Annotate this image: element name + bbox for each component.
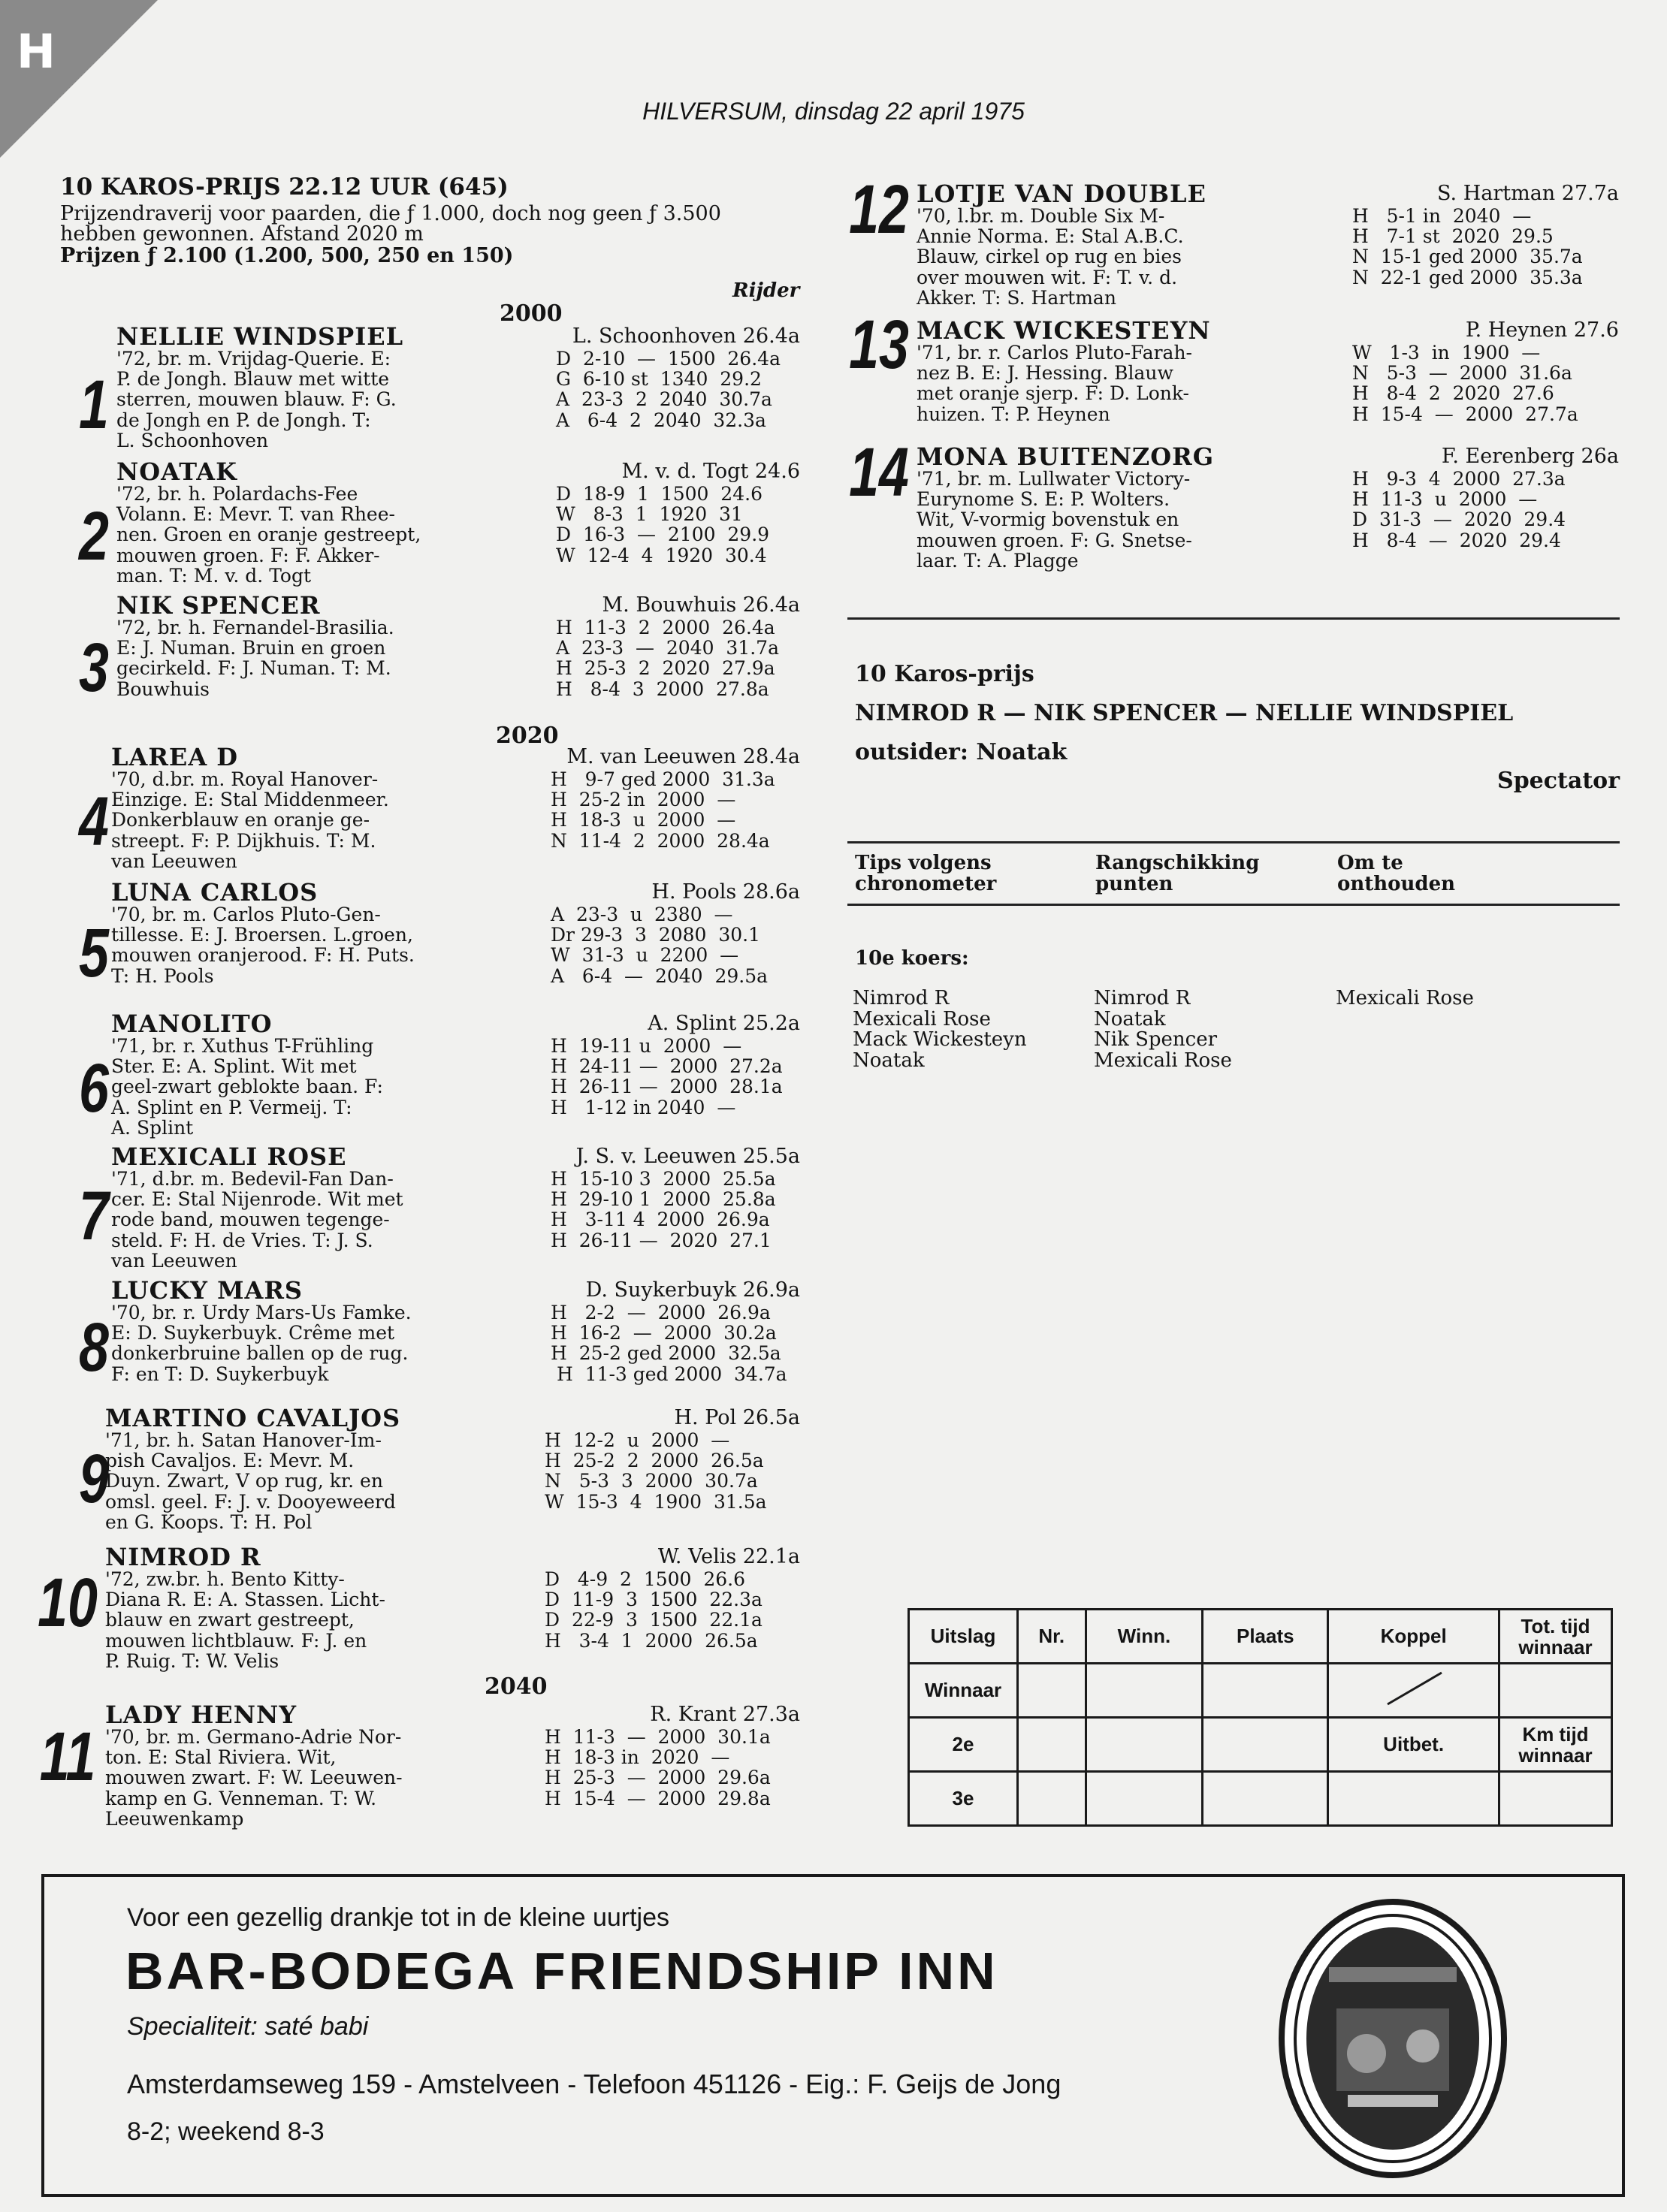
horse-description-line: '72, br. m. Vrijdag-Querie. E: xyxy=(116,348,391,370)
horse-number: 9 xyxy=(79,1441,109,1517)
horse-entry xyxy=(105,1544,800,1675)
horse-description-line: tillesse. E: J. Broersen. L.groen, xyxy=(111,924,413,946)
horse-description-line: '71, d.br. m. Bedevil-Fan Dan- xyxy=(111,1168,394,1190)
horse-description-line: rode band, mouwen tegenge- xyxy=(111,1209,390,1231)
performance-line: N 5-3 — 2000 31.6a xyxy=(1352,362,1572,385)
col-onthouden: Om te onthouden xyxy=(1337,852,1456,895)
performance-line: N 11-4 2 2000 28.4a xyxy=(551,829,770,852)
performance-line: W 1-3 in 1900 — xyxy=(1352,342,1541,364)
horse-driver: L. Schoonhoven 26.4a xyxy=(572,324,800,348)
performance-line: H 9-7 ged 2000 31.3a xyxy=(551,768,775,790)
horse-driver: S. Hartman 27.7a xyxy=(1437,182,1619,205)
horse-description-line: nez B. E: J. Hessing. Blauw xyxy=(917,362,1173,385)
result-cell xyxy=(1499,1664,1612,1718)
distance-2020: 2020 xyxy=(496,723,559,749)
performance-line: H 8-4 3 2000 27.8a xyxy=(556,677,769,700)
distance-2040: 2040 xyxy=(485,1673,548,1700)
performance-line: H 1-12 in 2040 — xyxy=(551,1096,736,1118)
result-header-koppel: Koppel xyxy=(1328,1610,1499,1664)
horse-description-line: Annie Norma. E: Stal A.B.C. xyxy=(917,225,1184,248)
horse-description-line: '72, zw.br. h. Bento Kitty- xyxy=(105,1568,345,1590)
performance-line: H 24-11 — 2000 27.2a xyxy=(551,1055,783,1078)
result-cell xyxy=(1499,1772,1612,1826)
performance-line: Dr 29-3 3 2080 30.1 xyxy=(551,924,760,946)
horse-number: 5 xyxy=(79,915,109,991)
divider xyxy=(847,617,1620,620)
tip-source: Spectator xyxy=(1497,768,1620,794)
horse-description-line: A. Splint en P. Vermeij. T: xyxy=(111,1096,352,1118)
col-chronometer: Tips volgens chronometer xyxy=(855,852,997,895)
horse-description-line: pish Cavaljos. E: Mevr. M. xyxy=(105,1450,355,1472)
horse-description-line: '71, br. m. Lullwater Victory- xyxy=(917,468,1191,490)
performance-line: H 25-2 in 2000 — xyxy=(551,789,736,811)
performance-line: H 8-4 2 2020 27.6 xyxy=(1352,382,1554,405)
horse-description-line: '71, br. r. Xuthus T-Frühling xyxy=(111,1035,374,1057)
divider xyxy=(847,841,1620,843)
horse-performances xyxy=(551,1036,783,1118)
horse-description-line: L. Schoonhoven xyxy=(116,429,269,451)
performance-line: H 25-2 2 2000 26.5a xyxy=(545,1450,764,1472)
horse-driver: H. Pools 28.6a xyxy=(651,880,800,904)
performance-line: D 18-9 1 1500 24.6 xyxy=(556,483,763,505)
horse-driver: F. Eerenberg 26a xyxy=(1441,445,1619,468)
performance-line: H 25-3 — 2000 29.6a xyxy=(545,1767,771,1789)
performance-line: A 6-4 — 2040 29.5a xyxy=(551,964,769,987)
performance-line: W 8-3 1 1920 31 xyxy=(556,503,743,526)
horse-description-line: Leeuwenkamp xyxy=(105,1807,244,1830)
horse-performances xyxy=(545,1430,767,1512)
performance-line: H 16-2 — 2000 30.2a xyxy=(551,1322,777,1344)
horse-driver: P. Heynen 27.6 xyxy=(1465,318,1619,342)
performance-line: D 31-3 — 2020 29.4 xyxy=(1352,508,1566,531)
result-cell xyxy=(1018,1664,1086,1718)
ad-speciality: Specialiteit: saté babi xyxy=(127,2012,369,2041)
horse-description-line: mouwen groen. F: F. Akker- xyxy=(116,544,380,566)
race-conditions-1: Prijzendraverij voor paarden, die ƒ 1.000, doch nog geen ƒ 3.500 xyxy=(60,202,721,225)
horse-description-line: huizen. T: P. Heynen xyxy=(917,403,1110,425)
horse-performances xyxy=(1352,469,1566,551)
performance-line: H 18-3 in 2020 — xyxy=(545,1746,730,1769)
horse-entry xyxy=(917,443,1619,575)
performance-line: D 22-9 3 1500 22.1a xyxy=(545,1609,763,1631)
horse-entry xyxy=(105,1701,800,1833)
horse-description-line: Ster. E: A. Splint. Wit met xyxy=(111,1055,357,1078)
horse-name: MACK WICKESTEYN xyxy=(917,316,1211,345)
result-cell xyxy=(1086,1664,1203,1718)
performance-line: D 2-10 — 1500 26.4a xyxy=(556,348,781,370)
race-prizes: Prijzen ƒ 2.100 (1.200, 500, 250 en 150) xyxy=(60,244,514,267)
horse-name: LADY HENNY xyxy=(105,1700,297,1729)
horse-description xyxy=(917,469,1277,571)
result-row-2e: 2e xyxy=(909,1718,1018,1772)
horse-performances xyxy=(551,1169,776,1251)
horse-description-line: streept. F: P. Dijkhuis. T: M. xyxy=(111,829,376,852)
horse-description-line: omsl. geel. F: J. v. Dooyeweerd xyxy=(105,1490,396,1513)
performance-line: D 4-9 2 1500 26.6 xyxy=(545,1568,746,1590)
horse-number: 11 xyxy=(39,1719,96,1795)
horse-description-line: mouwen lichtblauw. F: J. en xyxy=(105,1629,367,1652)
horse-performances xyxy=(556,484,769,566)
horse-performances xyxy=(545,1569,763,1651)
horse-performances xyxy=(551,769,775,851)
horse-description-line: en G. Koops. T: H. Pol xyxy=(105,1510,313,1533)
horse-number: 13 xyxy=(849,306,909,383)
horse-entry xyxy=(917,317,1619,448)
horse-driver: R. Krant 27.3a xyxy=(650,1703,800,1726)
horse-description-line: '70, d.br. m. Royal Hanover- xyxy=(111,768,379,790)
horse-description-line: met oranje sjerp. F: D. Lonk- xyxy=(917,382,1190,405)
performance-line: H 15-4 — 2000 27.7a xyxy=(1352,403,1578,425)
horse-description xyxy=(111,1036,472,1138)
horse-driver: H. Pol 26.5a xyxy=(674,1406,800,1429)
performance-line: H 3-11 4 2000 26.9a xyxy=(551,1209,770,1231)
performance-line: H 2-2 — 2000 26.9a xyxy=(551,1302,771,1323)
performance-line: H 15-4 — 2000 29.8a xyxy=(545,1787,771,1809)
horse-entry xyxy=(105,1405,800,1536)
performance-line: H 19-11 u 2000 — xyxy=(551,1035,742,1057)
result-cell xyxy=(1203,1718,1328,1772)
performance-line: H 11-3 — 2000 30.1a xyxy=(545,1726,771,1748)
horse-description-line: mouwen groen. F: G. Snetse- xyxy=(917,529,1192,551)
horse-description-line: Akker. T: S. Hartman xyxy=(917,286,1116,309)
horse-description xyxy=(111,769,472,871)
performance-line: A 23-3 2 2040 30.7a xyxy=(556,388,772,411)
tavern-medallion-icon xyxy=(1276,1896,1509,2181)
performance-line: D 11-9 3 1500 22.3a xyxy=(545,1589,763,1611)
horse-number: 1 xyxy=(79,367,109,443)
horse-name: MEXICALI ROSE xyxy=(111,1142,347,1171)
ad-tagline: Voor een gezellig drankje tot in de kleine uurtjes xyxy=(127,1903,670,1932)
divider xyxy=(847,904,1620,906)
horse-description-line: '70, br. m. Germano-Adrie Nor- xyxy=(105,1726,402,1748)
performance-line: H 11-3 ged 2000 34.7a xyxy=(551,1363,787,1385)
horse-description-line: laar. T: A. Plagge xyxy=(917,549,1079,572)
horse-description-line: E: D. Suykerbuyk. Crême met xyxy=(111,1322,395,1344)
tip-list-chronometer: Nimrod R Mexicali Rose Mack Wickesteyn Noatak xyxy=(853,987,1027,1072)
horse-driver: W. Velis 22.1a xyxy=(657,1545,800,1568)
horse-number: 7 xyxy=(79,1178,109,1254)
result-row-winnaar: Winnaar xyxy=(909,1664,1018,1718)
horse-number: 4 xyxy=(79,783,109,860)
horse-description-line: A. Splint xyxy=(111,1116,194,1139)
result-header-plaats: Plaats xyxy=(1203,1610,1328,1664)
performance-line: G 6-10 st 1340 29.2 xyxy=(556,368,762,391)
horse-name: NELLIE WINDSPIEL xyxy=(116,322,404,351)
horse-description-line: over mouwen wit. F: T. v. d. xyxy=(917,266,1178,288)
horse-description-line: kamp en G. Venneman. T: W. xyxy=(105,1787,377,1809)
result-table xyxy=(907,1608,1613,1827)
horse-driver: A. Splint 25.2a xyxy=(648,1012,800,1035)
horse-name: MARTINO CAVALJOS xyxy=(105,1404,401,1432)
horse-name: MONA BUITENZORG xyxy=(917,442,1215,471)
tip-list-rangschikking: Nimrod R Noatak Nik Spencer Mexicali Rose xyxy=(1094,987,1232,1072)
corner-letter: H xyxy=(17,24,56,79)
horse-name: LAREA D xyxy=(111,743,239,771)
tip-outsider: outsider: Noatak xyxy=(855,739,1068,765)
horse-driver: M. Bouwhuis 26.4a xyxy=(602,593,800,617)
horse-description-line: donkerbruine ballen op de rug. xyxy=(111,1342,409,1365)
horse-description-line: '71, br. r. Carlos Pluto-Farah- xyxy=(917,342,1193,364)
ad-address: Amsterdamseweg 159 - Amstelveen - Telefoon 451126 - Eig.: F. Geijs de Jong xyxy=(127,2069,1062,2099)
horse-driver: M. van Leeuwen 28.4a xyxy=(566,745,800,768)
performance-line: H 15-10 3 2000 25.5a xyxy=(551,1168,776,1190)
horse-name: MANOLITO xyxy=(111,1009,273,1038)
performance-line: H 25-3 2 2020 27.9a xyxy=(556,657,775,680)
result-header-nr: Nr. xyxy=(1018,1610,1086,1664)
horse-performances xyxy=(556,349,781,430)
horse-description-line: man. T: M. v. d. Togt xyxy=(116,564,312,587)
horse-entry xyxy=(111,879,800,1010)
result-cell xyxy=(1086,1718,1203,1772)
horse-entry xyxy=(111,1010,800,1142)
result-cell xyxy=(1018,1718,1086,1772)
performance-line: H 9-3 4 2000 27.3a xyxy=(1352,468,1566,490)
horse-name: NIK SPENCER xyxy=(116,591,321,620)
horse-number: 8 xyxy=(79,1309,109,1386)
horse-driver: D. Suykerbuyk 26.9a xyxy=(585,1278,800,1302)
performance-line: H 11-3 u 2000 — xyxy=(1352,488,1538,511)
performance-line: A 23-3 u 2380 — xyxy=(551,904,733,925)
performance-line: W 15-3 4 1900 31.5a xyxy=(545,1490,767,1513)
horse-number: 10 xyxy=(38,1565,98,1641)
performance-line: H 26-11 — 2020 27.1 xyxy=(551,1229,772,1251)
koers-label: 10e koers: xyxy=(855,947,969,970)
horse-driver: M. v. d. Togt 24.6 xyxy=(621,460,800,483)
horse-description xyxy=(105,1569,466,1671)
result-cell xyxy=(1086,1772,1203,1826)
horse-description-line: de Jongh en P. de Jongh. T: xyxy=(116,409,371,431)
performance-line: N 15-1 ged 2000 35.7a xyxy=(1352,246,1583,268)
horse-description-line: P. de Jongh. Blauw met witte xyxy=(116,368,390,391)
race-header xyxy=(60,174,819,269)
horse-description-line: Volann. E: Mevr. T. van Rhee- xyxy=(116,503,395,526)
horse-entry xyxy=(116,323,800,454)
horse-entry xyxy=(917,180,1619,312)
performance-line: H 29-10 1 2000 25.8a xyxy=(551,1188,776,1211)
advertisement xyxy=(41,1874,1625,2197)
performance-line: H 7-1 st 2020 29.5 xyxy=(1352,225,1554,248)
horse-entry xyxy=(116,458,800,590)
horse-description xyxy=(105,1727,466,1829)
result-header-uitslag: Uitslag xyxy=(909,1610,1018,1664)
horse-description xyxy=(105,1430,466,1532)
horse-description-line: '70, br. m. Carlos Pluto-Gen- xyxy=(111,904,381,925)
horse-description-line: ton. E: Stal Riviera. Wit, xyxy=(105,1746,337,1769)
performance-line: D 16-3 — 2100 29.9 xyxy=(556,524,770,546)
result-cell-slash xyxy=(1328,1664,1499,1718)
horse-description-line: mouwen zwart. F: W. Leeuwen- xyxy=(105,1767,403,1789)
horse-description xyxy=(116,617,477,699)
horse-description xyxy=(111,1302,472,1384)
performance-line: H 11-3 2 2000 26.4a xyxy=(556,617,775,638)
horse-description-line: sterren, mouwen blauw. F: G. xyxy=(116,388,397,411)
horse-description-line: Bouwhuis xyxy=(116,677,210,700)
horse-number: 14 xyxy=(849,434,909,511)
horse-name: LOTJE VAN DOUBLE xyxy=(917,180,1206,208)
horse-description-line: cer. E: Stal Nijenrode. Wit met xyxy=(111,1188,403,1211)
tip-box xyxy=(855,655,1620,801)
performance-line: W 31-3 u 2200 — xyxy=(551,944,739,967)
rider-column-label: Rijder xyxy=(732,279,800,302)
race-title: 10 KAROS-PRIJS 22.12 UUR (645) xyxy=(60,174,509,201)
horse-description-line: Einzige. E: Stal Middenmeer. xyxy=(111,789,389,811)
horse-description-line: '72, br. h. Polardachs-Fee xyxy=(116,483,358,505)
horse-name: NIMROD R xyxy=(105,1543,261,1571)
horse-description-line: van Leeuwen xyxy=(111,1249,237,1272)
performance-line: N 22-1 ged 2000 35.3a xyxy=(1352,266,1583,288)
horse-name: LUCKY MARS xyxy=(111,1276,304,1305)
horse-name: LUNA CARLOS xyxy=(111,878,319,907)
result-cell xyxy=(1203,1772,1328,1826)
horse-number: 6 xyxy=(79,1050,109,1127)
horse-number: 3 xyxy=(79,629,109,706)
distance-2000: 2000 xyxy=(500,300,563,327)
horse-description-line: P. Ruig. T: W. Velis xyxy=(105,1649,279,1672)
horse-description xyxy=(917,206,1277,308)
horse-number: 2 xyxy=(79,498,109,575)
horse-description-line: steld. F: H. de Vries. T: J. S. xyxy=(111,1229,373,1251)
horse-description-line: '72, br. h. Fernandel-Brasilia. xyxy=(116,617,394,638)
horse-name: NOATAK xyxy=(116,457,237,486)
horse-entry xyxy=(111,744,800,875)
performance-line: H 8-4 — 2020 29.4 xyxy=(1352,529,1561,551)
horse-performances xyxy=(1352,343,1578,424)
result-header-winn: Winn. xyxy=(1086,1610,1203,1664)
performance-line: H 3-4 1 2000 26.5a xyxy=(545,1629,758,1652)
result-header-tot-tijd: Tot. tijd winnaar xyxy=(1499,1610,1612,1664)
race-conditions-2: hebben gewonnen. Afstand 2020 m xyxy=(60,222,424,246)
col-rangschikking: Rangschikking punten xyxy=(1095,852,1260,895)
horse-description-line: E: J. Numan. Bruin en groen xyxy=(116,637,386,659)
horse-description-line: '71, br. h. Satan Hanover-Im- xyxy=(105,1429,382,1451)
result-cell xyxy=(1328,1772,1499,1826)
horse-description-line: '70, l.br. m. Double Six M- xyxy=(917,205,1165,227)
performance-line: A 23-3 — 2040 31.7a xyxy=(556,637,779,659)
performance-line: H 26-11 — 2000 28.1a xyxy=(551,1076,783,1098)
result-row-3e: 3e xyxy=(909,1772,1018,1826)
horse-description xyxy=(917,343,1277,424)
tip-pick: NIMROD R — NIK SPENCER — NELLIE WINDSPIEL xyxy=(855,700,1514,726)
horse-description-line: nen. Groen en oranje gestreept, xyxy=(116,524,421,546)
horse-description xyxy=(116,484,477,586)
horse-description xyxy=(111,1169,472,1271)
performance-line: W 12-4 4 1920 30.4 xyxy=(556,544,767,566)
performance-line: H 18-3 u 2000 — xyxy=(551,809,736,831)
result-cell xyxy=(1203,1664,1328,1718)
performance-line: N 5-3 3 2000 30.7a xyxy=(545,1470,758,1492)
horse-description-line: van Leeuwen xyxy=(111,849,237,872)
horse-entry xyxy=(111,1277,800,1408)
horse-performances xyxy=(556,617,779,699)
tip-list-onthouden: Mexicali Rose xyxy=(1336,987,1474,1009)
horse-number: 12 xyxy=(849,171,909,248)
horse-performances xyxy=(551,904,768,986)
horse-performances xyxy=(551,1302,787,1384)
result-uitbet: Uitbet. xyxy=(1328,1718,1499,1772)
horse-description-line: Blauw, cirkel op rug en bies xyxy=(917,246,1182,268)
ad-title: BAR-BODEGA FRIENDSHIP INN xyxy=(125,1942,998,2000)
horse-description-line: '70, br. r. Urdy Mars-Us Famke. xyxy=(111,1302,412,1323)
performance-line: A 6-4 2 2040 32.3a xyxy=(556,409,766,431)
horse-performances xyxy=(545,1727,771,1809)
horse-entry xyxy=(111,1143,800,1275)
horse-description-line: gecirkeld. F: J. Numan. T: M. xyxy=(116,657,391,680)
result-km-tijd: Km tijd winnaar xyxy=(1499,1718,1612,1772)
horse-description xyxy=(111,904,472,986)
performance-line: H 12-2 u 2000 — xyxy=(545,1429,730,1451)
horse-entry xyxy=(116,592,800,723)
horse-description xyxy=(116,349,477,451)
horse-description-line: blauw en zwart gestreept, xyxy=(105,1609,355,1631)
horse-description-line: mouwen oranjerood. F: H. Puts. xyxy=(111,944,415,967)
horse-description-line: Wit, V-vormig bovenstuk en xyxy=(917,508,1179,531)
performance-line: H 5-1 in 2040 — xyxy=(1352,205,1532,227)
horse-description-line: Donkerblauw en oranje ge- xyxy=(111,809,370,831)
horse-description-line: geel-zwart geblokte baan. F: xyxy=(111,1076,383,1098)
result-cell xyxy=(1018,1772,1086,1826)
page-header: HILVERSUM, dinsdag 22 april 1975 xyxy=(642,98,1025,125)
horse-performances xyxy=(1352,206,1583,288)
ad-hours: 8-2; weekend 8-3 xyxy=(127,2117,325,2146)
horse-driver: J. S. v. Leeuwen 25.5a xyxy=(575,1145,800,1168)
horse-description-line: Eurynome S. E: P. Wolters. xyxy=(917,488,1170,511)
horse-description-line: Duyn. Zwart, V op rug, kr. en xyxy=(105,1470,383,1492)
tip-race: 10 Karos-prijs xyxy=(855,661,1034,687)
performance-line: H 25-2 ged 2000 32.5a xyxy=(551,1342,781,1365)
horse-description-line: T: H. Pools xyxy=(111,964,214,987)
horse-description-line: F: en T: D. Suykerbuyk xyxy=(111,1363,329,1385)
horse-description-line: Diana R. E: A. Stassen. Licht- xyxy=(105,1589,385,1611)
